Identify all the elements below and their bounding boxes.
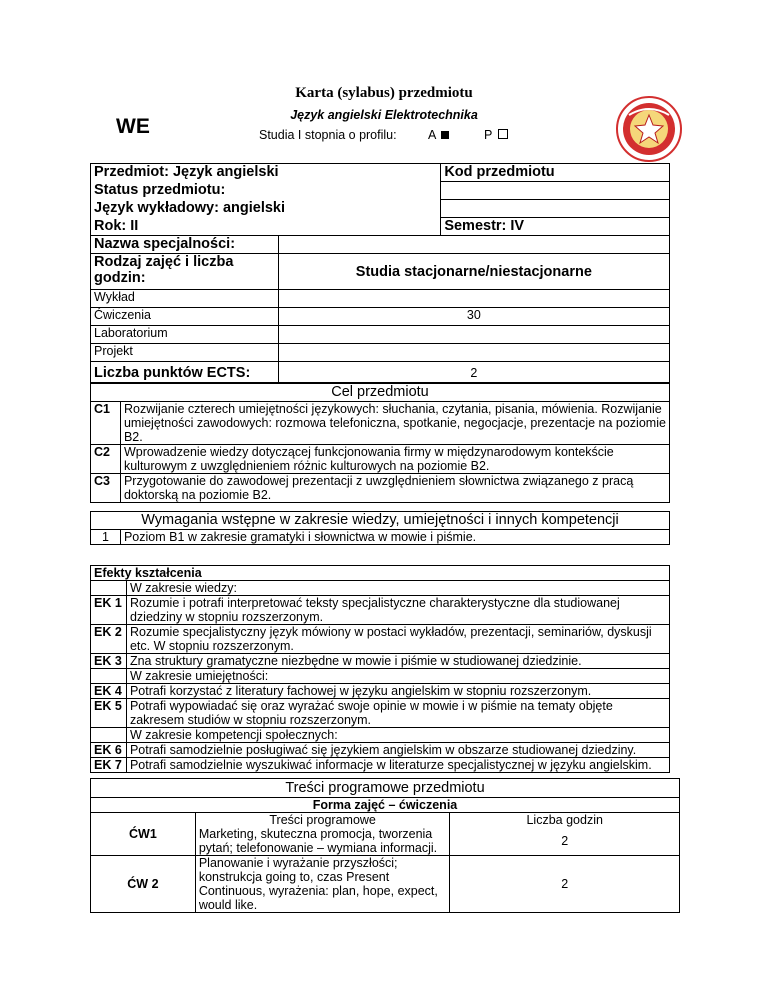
checkbox-checked-icon	[441, 131, 449, 139]
goal-code: C2	[91, 445, 121, 474]
outcome-code	[91, 581, 127, 596]
subject-status: Status przedmiotu:	[91, 182, 441, 200]
semester: Semestr: IV	[441, 218, 670, 236]
requirement-code: 1	[91, 530, 121, 545]
class-type-exercises: Ćwiczenia	[91, 308, 279, 326]
class-hours-lecture	[278, 290, 669, 308]
goal-code: C1	[91, 402, 121, 445]
code-value	[441, 182, 670, 200]
outcome-code: EK 2	[91, 625, 127, 654]
outcome-code	[91, 728, 127, 743]
profile-a-label: A	[428, 128, 436, 142]
outcome-text: W zakresie umiejętności:	[126, 669, 669, 684]
class-type-laboratory: Laboratorium	[91, 326, 279, 344]
document-subtitle: Język angielski Elektrotechnika	[290, 108, 478, 122]
program-row-code: ĆW 2	[91, 856, 196, 913]
requirement-text: Poziom B1 w zakresie gramatyki i słownictwa w mowie i piśmie.	[120, 530, 669, 545]
outcome-text: Zna struktury gramatyczne niezbędne w mowie i piśmie w studiowanej dziedzinie.	[126, 654, 669, 669]
requirements-heading: Wymagania wstępne w zakresie wiedzy, umiejętności i innych kompetencji	[91, 512, 670, 530]
outcomes-table	[90, 565, 670, 773]
specialization-label: Nazwa specjalności:	[91, 236, 279, 254]
profile-a	[428, 128, 449, 142]
program-row-code: ĆW1	[91, 813, 196, 856]
outcomes-heading: Efekty kształcenia	[91, 566, 670, 581]
checkbox-empty-icon	[498, 129, 508, 139]
outcome-text: Potrafi wypowiadać się oraz wyrażać swoje opinie w mowie i w piśmie na tematy objęte zakresem studiów w stopniu rozszerzonym.	[126, 699, 669, 728]
outcome-text: Potrafi samodzielnie posługiwać się językiem angielskim w obszarze studiowanej dziedziny.	[126, 743, 669, 758]
outcome-text: W zakresie kompetencji społecznych:	[126, 728, 669, 743]
goals-table	[90, 382, 670, 503]
study-mode: Studia stacjonarne/niestacjonarne	[278, 254, 669, 290]
program-heading: Treści programowe przedmiotu	[91, 779, 680, 798]
lecture-language: Język wykładowy: angielski	[91, 200, 441, 218]
program-col-content: Treści programowe	[195, 813, 450, 828]
outcome-text: W zakresie wiedzy:	[126, 581, 669, 596]
empty-cell	[441, 200, 670, 218]
level-label: Studia I stopnia o profilu:	[259, 128, 397, 142]
outcome-text: Rozumie i potrafi interpretować teksty specjalistyczne charakterystyczne dla studiowanej dziedziny w stopniu rozszerzonym.	[126, 596, 669, 625]
program-row-text: Marketing, skuteczna promocja, tworzenia pytań; telefonowanie – wymiana informacji.	[195, 827, 450, 856]
ects-label: Liczba punktów ECTS:	[91, 362, 279, 384]
program-row-hours: 2	[450, 827, 680, 856]
goals-heading: Cel przedmiotu	[91, 383, 670, 402]
subject-info-table	[90, 163, 670, 384]
outcome-code: EK 7	[91, 758, 127, 773]
code-label: Kod przedmiotu	[441, 164, 670, 182]
specialization-value	[278, 236, 669, 254]
program-form: Forma zajęć – ćwiczenia	[91, 798, 680, 813]
university-emblem-icon	[615, 95, 683, 163]
outcome-code	[91, 669, 127, 684]
goal-text: Przygotowanie do zawodowej prezentacji z uwzględnieniem słownictwa związanego z pracą doktorską na poziomie B2.	[120, 474, 669, 503]
outcome-code: EK 3	[91, 654, 127, 669]
goal-text: Wprowadzenie wiedzy dotyczącej funkcjonowania firmy w międzynarodowym kontekście kulturowym z uwzględnieniem różnic kulturowych na poziomie B2.	[120, 445, 669, 474]
goal-text: Rozwijanie czterech umiejętności językowych: słuchania, czytania, pisania, mówienia. Rozwijanie umiejętności zawodowych: rozmowa telefoniczna, spotkanie, negocjacje, prezentacje na poziomie B2.	[120, 402, 669, 445]
program-row-text: Planowanie i wyrażanie przyszłości; konstrukcja going to, czas Present Continuous, wyrażenia: plan, hope, expect, would like.	[195, 856, 450, 913]
ects-value: 2	[278, 362, 669, 384]
program-col-hours: Liczba godzin	[450, 813, 680, 828]
class-hours-laboratory	[278, 326, 669, 344]
outcome-code: EK 1	[91, 596, 127, 625]
program-row-hours: 2	[450, 856, 680, 913]
class-hours-exercises: 30	[278, 308, 669, 326]
outcome-code: EK 6	[91, 743, 127, 758]
goal-code: C3	[91, 474, 121, 503]
faculty-label: WE	[116, 115, 150, 138]
outcome-text: Potrafi korzystać z literatury fachowej w języku angielskim w stopniu rozszerzonym.	[126, 684, 669, 699]
outcome-text: Rozumie specjalistyczny język mówiony w postaci wykładów, prezentacji, seminariów, dyskusji etc. W stopniu rozszerzonym.	[126, 625, 669, 654]
class-hours-project	[278, 344, 669, 362]
requirements-table	[90, 511, 670, 545]
study-year: Rok: II	[91, 218, 441, 236]
profile-p	[484, 128, 508, 142]
class-type-lecture: Wykład	[91, 290, 279, 308]
outcome-text: Potrafi samodzielnie wyszukiwać informacje w literaturze specjalistycznej w języku angielskim.	[126, 758, 669, 773]
outcome-code: EK 5	[91, 699, 127, 728]
outcome-code: EK 4	[91, 684, 127, 699]
document-title: Karta (sylabus) przedmiotu	[295, 85, 473, 101]
profile-p-label: P	[484, 128, 493, 142]
class-type-project: Projekt	[91, 344, 279, 362]
program-table	[90, 778, 680, 913]
classes-label: Rodzaj zajęć i liczba godzin:	[91, 254, 279, 290]
subject-name: Przedmiot: Język angielski	[91, 164, 441, 182]
